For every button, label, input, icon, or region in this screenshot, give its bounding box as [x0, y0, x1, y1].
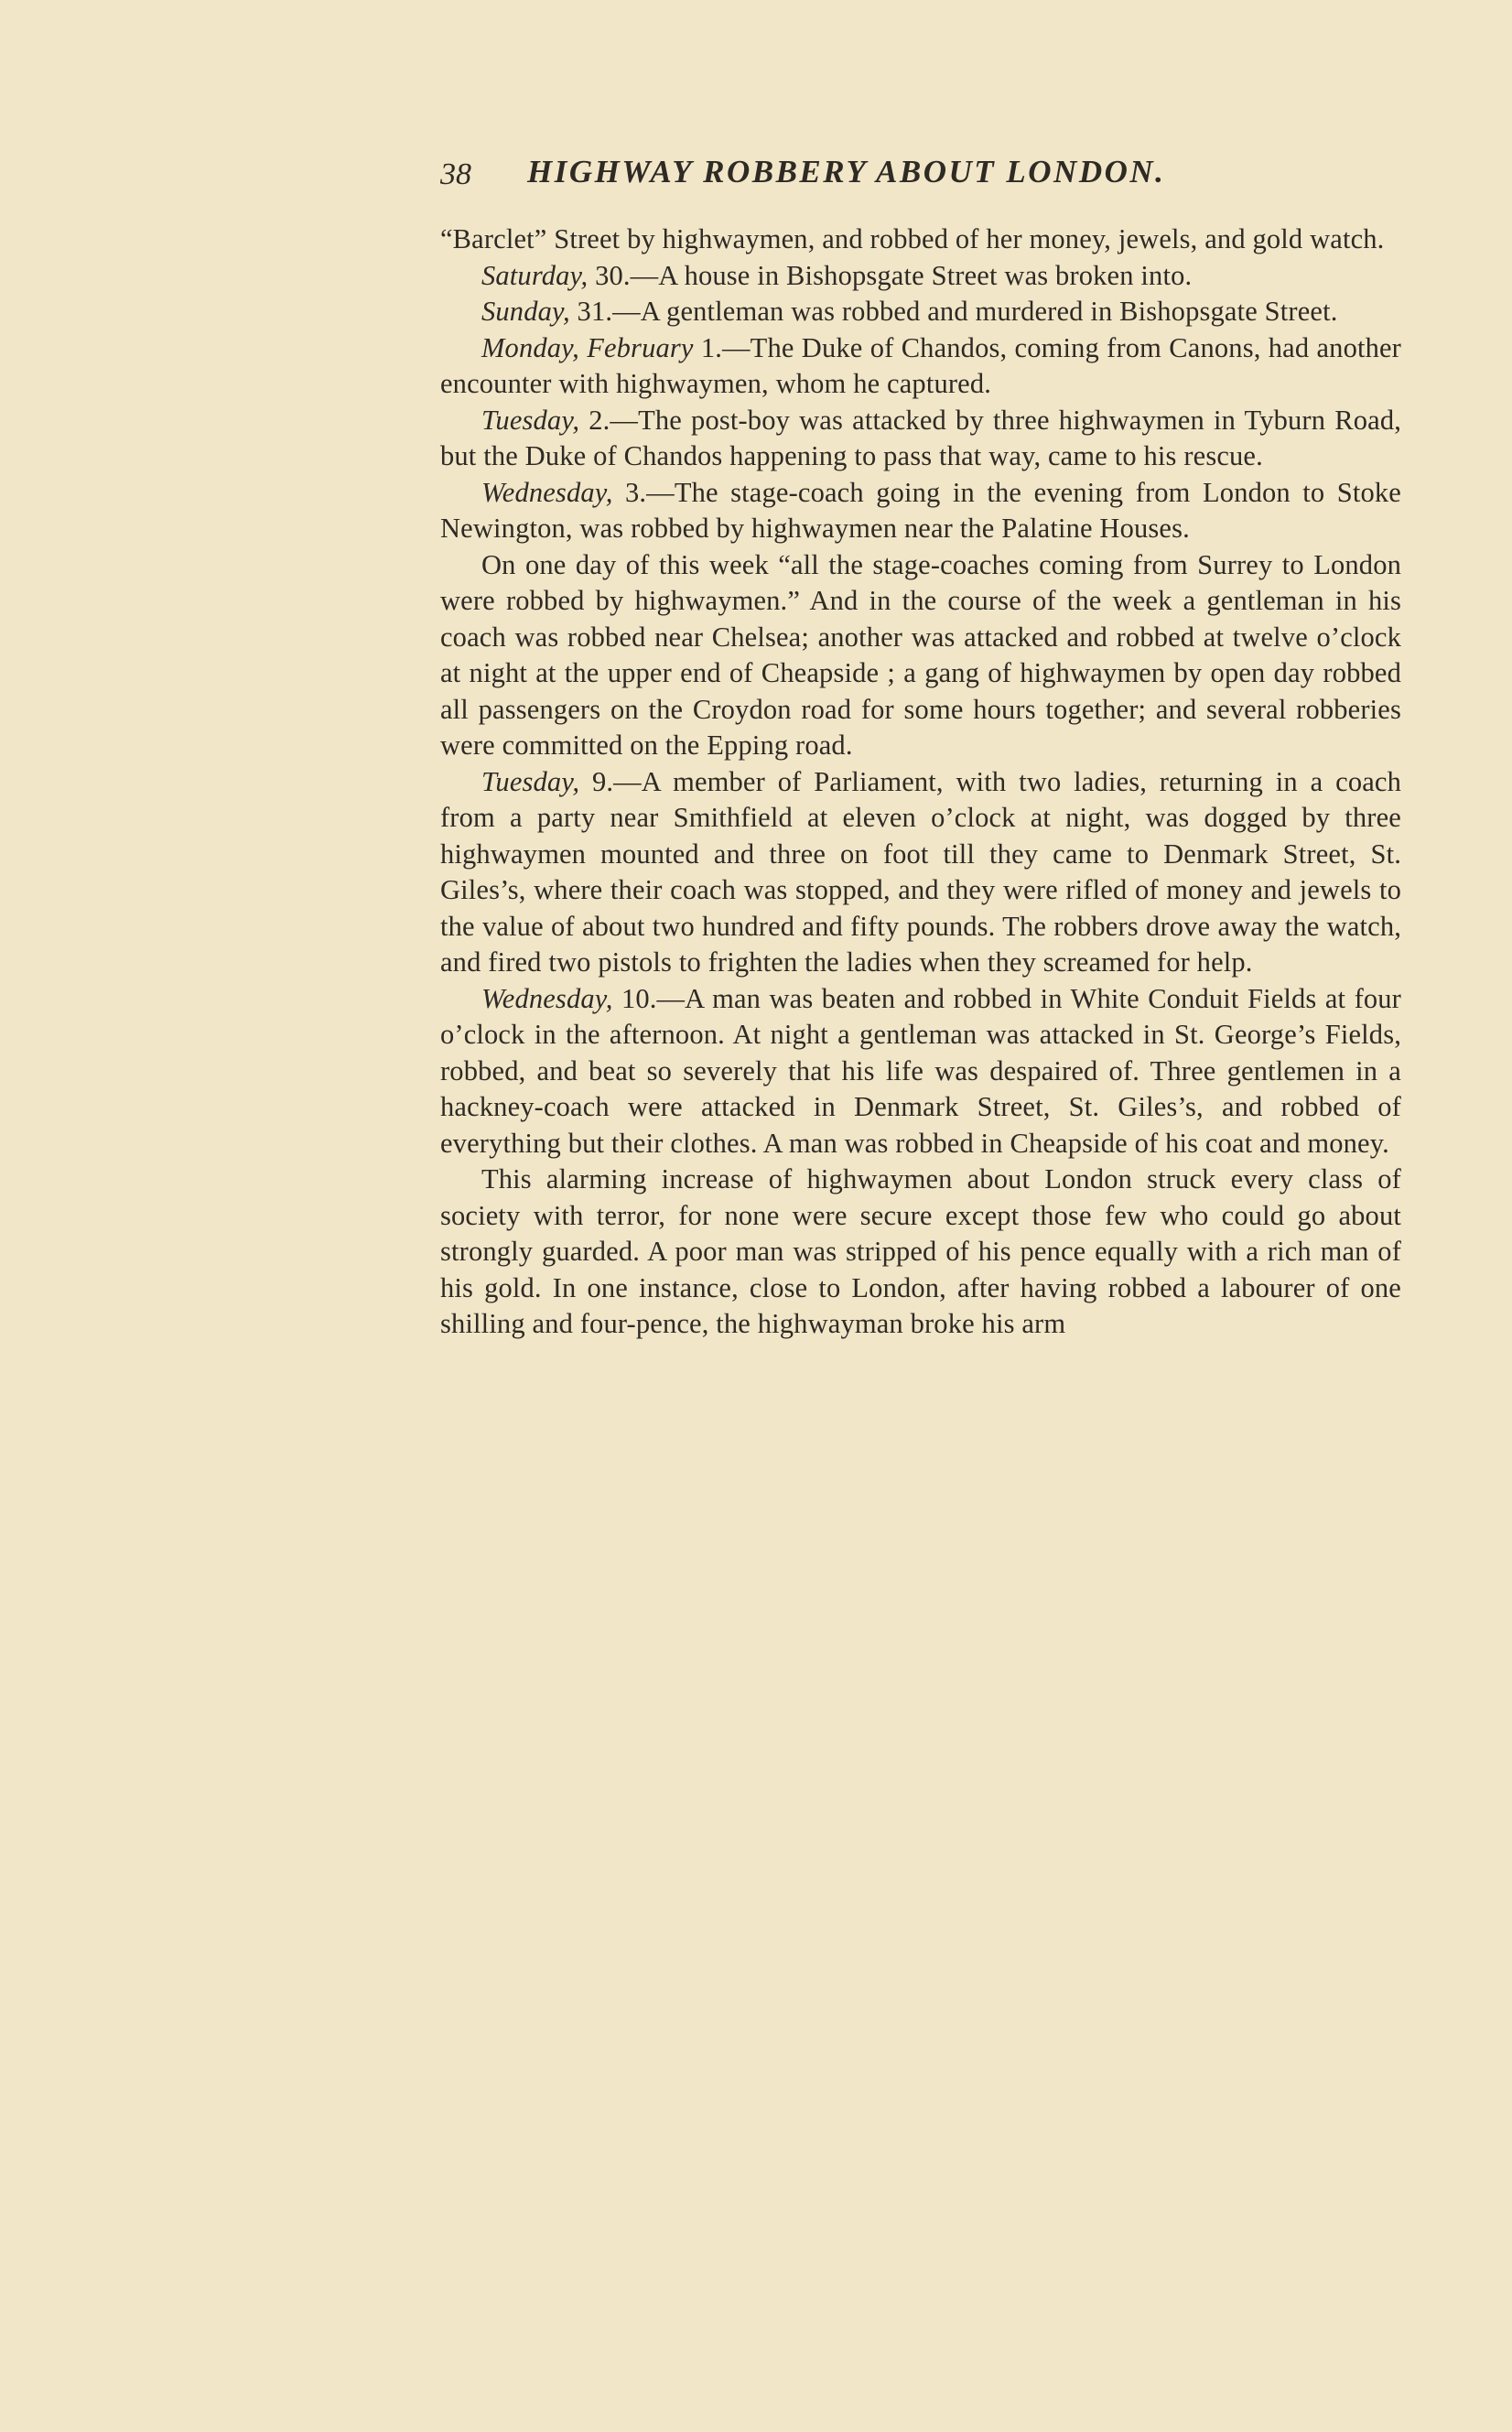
paragraph — [440, 981, 1401, 1162]
paragraph-text: 3.—The stage-coach going in the evening from London to Stoke Newington, was robbed by highwaymen near the Palatine Houses. — [440, 476, 1401, 544]
paragraph-text: 10.—A man was beaten and robbed in White Conduit Fields at four o’clock in the afternoon. At night a gentleman was attacked in St. George’s Fields, robbed, and beat so severely that his life was despaired of. Three gentlemen in a hackney-coach were attacked in Denmark Street, St. Giles’s, and robbed of everything but their clothes. A man was robbed in Cheapside of his coat and money. — [440, 982, 1401, 1159]
body-text — [440, 222, 1401, 1343]
running-head-title: HIGHWAY ROBBERY ABOUT LONDON. — [527, 154, 1166, 189]
paragraph — [440, 764, 1401, 981]
page-number: 38 — [440, 157, 471, 191]
entry-date-label: Wednesday, — [481, 476, 613, 508]
paragraph-text: 1.—The Duke of Chandos, coming from Canons, had another encounter with highwaymen, whom he captured. — [440, 331, 1401, 399]
running-head — [440, 154, 1401, 205]
paragraph — [440, 547, 1401, 764]
paragraph-text: 30.—A house in Bishopsgate Street was broken into. — [588, 259, 1193, 291]
paragraph-text: “Barclet” Street by highwaymen, and robbed of her money, jewels, and gold watch. — [440, 223, 1385, 254]
paragraph — [440, 330, 1401, 403]
paragraph — [440, 403, 1401, 475]
entry-date-label: Sunday, — [481, 296, 570, 327]
paragraph — [440, 1162, 1401, 1343]
paragraph — [440, 475, 1401, 547]
paragraph — [440, 294, 1401, 330]
entry-date-label: Wednesday, — [481, 982, 613, 1014]
book-page — [440, 154, 1401, 1343]
paragraph-text: This alarming increase of highwaymen about London struck every class of society with terror, for none were secure except those few who could go about strongly guarded. A poor man was stripped of his pence equally with a rich man of his gold. In one instance, close to London, after having robbed a labourer of one shilling and four-pence, the highwayman broke his arm — [440, 1163, 1401, 1339]
paragraph-text: 31.—A gentleman was robbed and murdered in Bishopsgate Street. — [569, 296, 1338, 327]
entry-date-label: Monday, February — [481, 331, 694, 363]
entry-date-label: Tuesday, — [481, 404, 580, 436]
paragraph — [440, 258, 1401, 295]
entry-date-label: Tuesday, — [481, 765, 580, 797]
entry-date-label: Saturday, — [481, 259, 589, 291]
paragraph-text: 2.—The post-boy was attacked by three highwaymen in Tyburn Road, but the Duke of Chandos happening to pass that way, came to his rescue. — [440, 404, 1401, 471]
paragraph-text: On one day of this week “all the stage-coaches coming from Surrey to London were robbed by highwaymen.” And in the course of the week a gentleman in his coach was robbed near Chelsea; another was attacked and robbed at twelve o’clock at night at the upper end of Cheapside ; a gang of highwaymen by open day robbed all passengers on the Croydon road for some hours together; and several robberies were committed on the Epping road. — [440, 548, 1401, 761]
paragraph-text: 9.—A member of Parliament, with two ladies, returning in a coach from a party near Smithfield at eleven o’clock at night, was dogged by three highwaymen mounted and three on foot till they came to Denmark Street, St. Giles’s, where their coach was stopped, and they were rifled of money and jewels to the value of about two hundred and fifty pounds. The robbers drove away the watch, and fired two pistols to frighten the ladies when they screamed for help. — [440, 765, 1401, 978]
paragraph — [440, 222, 1401, 258]
